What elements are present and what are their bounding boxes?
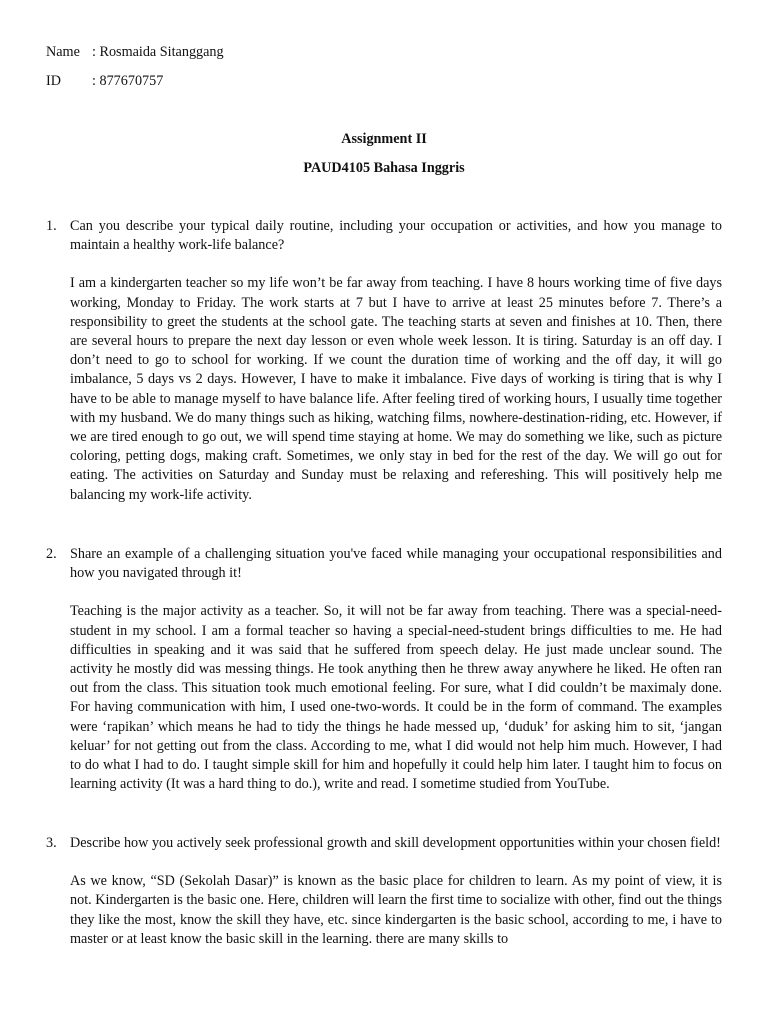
question-text: Describe how you actively seek professional growth and skill development opportunities within your chosen field! [70, 835, 721, 851]
question-number: 1. [46, 218, 57, 234]
id-value: : 877670757 [92, 73, 164, 89]
name-label: Name [46, 44, 80, 60]
question-number: 3. [46, 835, 57, 851]
question-item-1 [46, 217, 722, 505]
question-item-2 [46, 545, 722, 794]
question-text: Can you describe your typical daily routine, including your occupation or activities, and how you manage to maintain a healthy work-life balance? [70, 218, 722, 254]
answer-text: I am a kindergarten teacher so my life won’t be far away from teaching. I have 8 hours working time of five days working, Monday to Friday. The work starts at 7 but I have to arrive at least 25 minutes before 7. There’s a responsibility to greet the students at the school gate. The teaching starts at seven and finishes at 10. Then, there are several hours to prepare the next day lesson or even whole week lesson. It is tiring. Saturday is an off day. I don’t need to go to school for working. If we count the duration time of working and the off day, it will go imbalance, 5 days vs 2 days. However, I have to make it imbalance. Five days of working is tiring that is why I have to be able to manage myself to have balance life. After feeling tired of working hours, I usually time together with my husband. We do many things such as hiking, watching films, nowhere-destination-riding, etc. However, if we are tired enough to go out, we will spend time staying at home. We may do something we like, such as picture coloring, petting dogs, making craft. Sometimes, we only stay in bed for the rest of the day. We will go out for eating. The activities on Saturday and Sunday must be relaxing and refereshing. This will positively help me balancing my work-life activity. [70, 275, 722, 503]
id-row [46, 72, 163, 92]
question-text: Share an example of a challenging situation you've faced while managing your occupational responsibilities and how you navigated through it! [70, 546, 722, 582]
answer-text: As we know, “SD (Sekolah Dasar)” is known as the basic place for children to learn. As my point of view, it is not. Kindergarten is the basic one. Here, children will learn the first time to socialize with other, find out the things they like the most, know the skill they have, etc. since kindergarten is the basic school, according to me, i have to master or at least know the basic skill in the learning. there are many skills to [70, 873, 722, 947]
name-row [46, 43, 224, 63]
name-value: : Rosmaida Sitanggang [92, 44, 224, 60]
question-item-3 [46, 834, 722, 949]
answer-text: Teaching is the major activity as a teacher. So, it will not be far away from teaching. There was a special-need-student in my school. I am a formal teacher so having a special-need-student brings difficulties to me. He had difficulties in speaking and it was said that he suffered from speech delay. He just made unclear sound. The activity he mostly did was messing things. He took anything then he threw away anywhere he liked. He often ran out from the class. This situation took much emotional feeling. For sure, what I did couldn’t be maximaly done. For having communication with him, I used one-two-words. It could be in the form of command. The examples were ‘rapikan’ which means he had to tidy the things he hade messed up, ‘duduk’ for asking him to sit, ‘jangan keluar’ for not getting out from the class. According to me, what I did would not help him much. However, I had to do what I had to do. I taught simple skill for him and hopefully it could help him later. I taught him to focus on learning activity (It was a hard thing to do.), write and read. I sometime studied from YouTube. [70, 603, 722, 793]
id-label: ID [46, 73, 61, 89]
course-title: PAUD4105 Bahasa Inggris [303, 160, 465, 176]
assignment-title: Assignment II [341, 131, 427, 147]
question-number: 2. [46, 546, 57, 562]
